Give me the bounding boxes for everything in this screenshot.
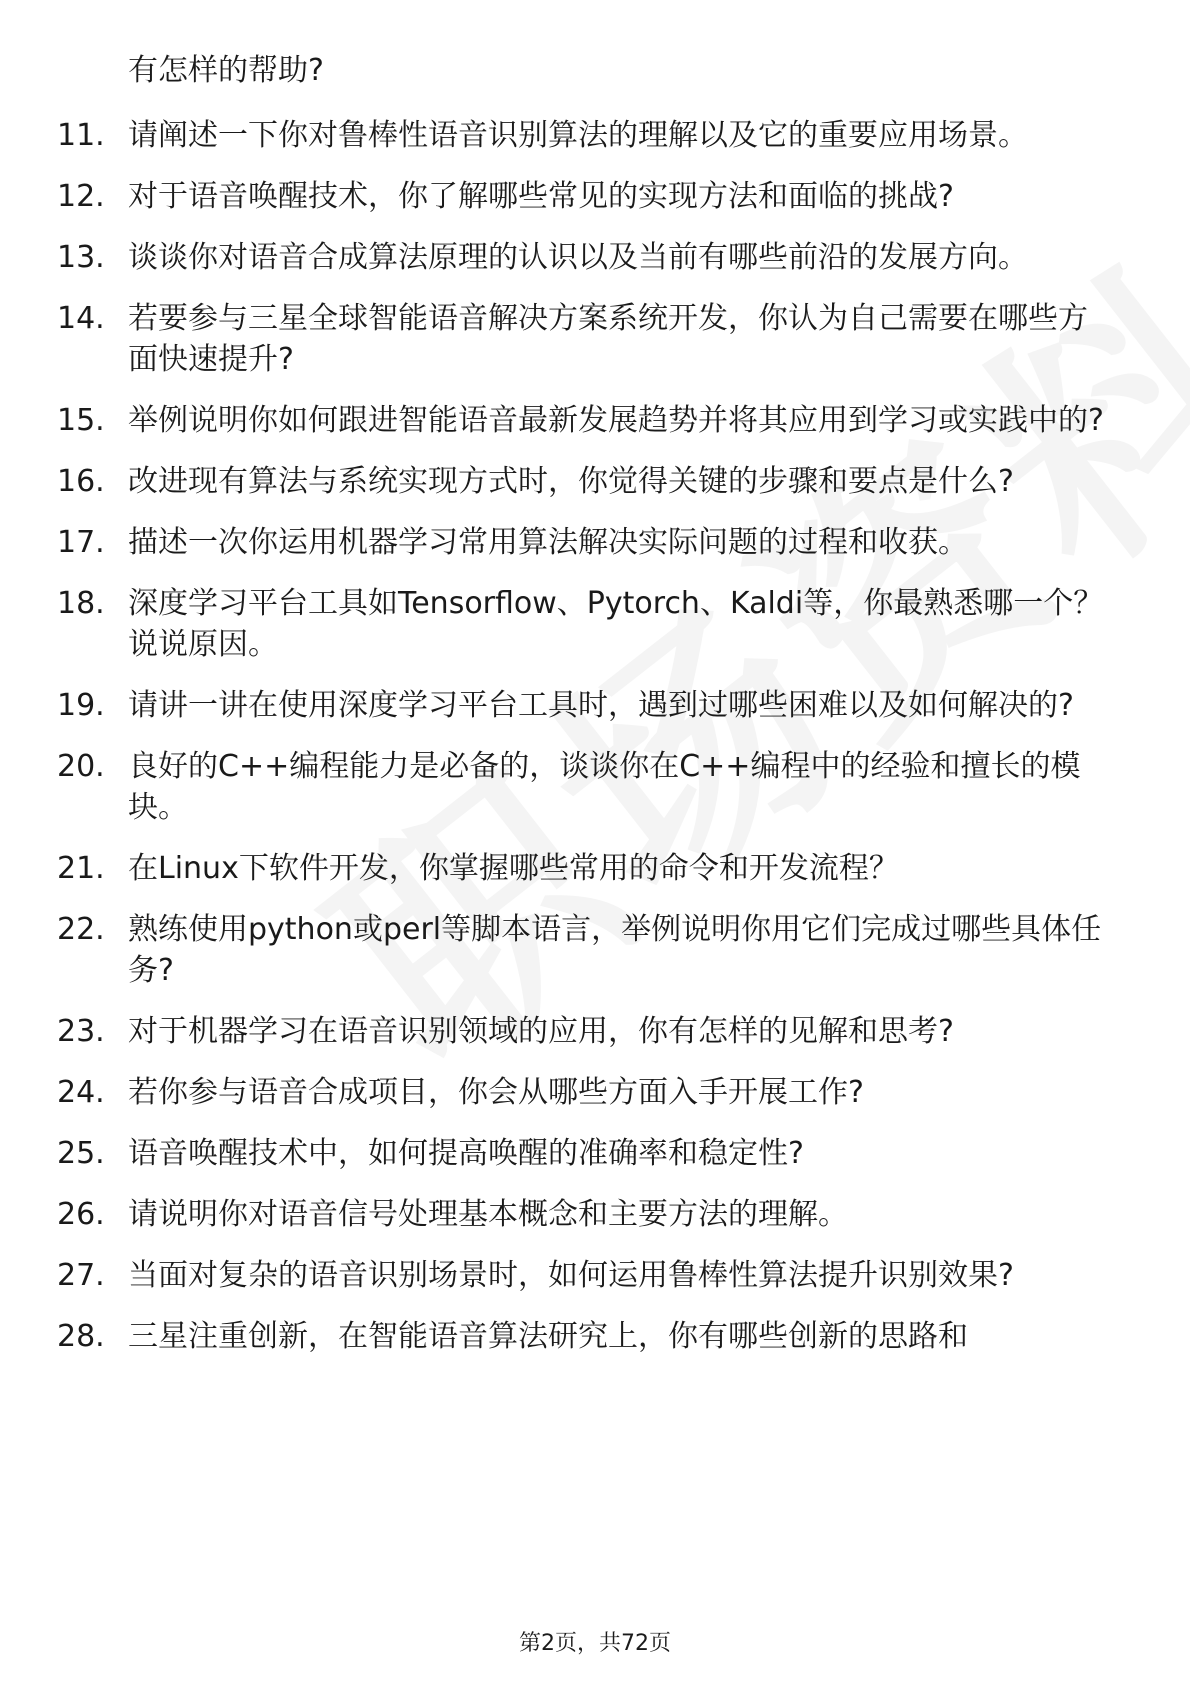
question-text: 描述一次你运用机器学习常用算法解决实际问题的过程和收获。 xyxy=(128,525,968,560)
list-item xyxy=(0,583,1190,665)
question-number: 16. xyxy=(57,464,105,499)
question-number: 25. xyxy=(57,1136,105,1171)
list-item xyxy=(0,1072,1190,1113)
list-item xyxy=(0,746,1190,828)
list-item xyxy=(0,298,1190,380)
list-item xyxy=(0,176,1190,217)
question-number: 21. xyxy=(57,851,105,886)
list-item xyxy=(0,522,1190,563)
question-number: 26. xyxy=(57,1197,105,1232)
list-item xyxy=(0,1133,1190,1174)
list-item xyxy=(0,1316,1190,1357)
question-text: 在Linux下软件开发，你掌握哪些常用的命令和开发流程？ xyxy=(128,851,899,886)
question-text: 对于语音唤醒技术，你了解哪些常见的实现方法和面临的挑战? xyxy=(128,179,954,214)
question-text: 对于机器学习在语音识别领域的应用，你有怎样的见解和思考? xyxy=(128,1014,954,1049)
list-item xyxy=(0,685,1190,726)
list-item xyxy=(0,1011,1190,1052)
question-text: 语音唤醒技术中，如何提高唤醒的准确率和稳定性? xyxy=(128,1136,804,1171)
question-text: 请阐述一下你对鲁棒性语音识别算法的理解以及它的重要应用场景。 xyxy=(128,118,1028,153)
question-number: 28. xyxy=(57,1319,105,1354)
question-text: 举例说明你如何跟进智能语音最新发展趋势并将其应用到学习或实践中的? xyxy=(128,403,1104,438)
question-number: 22. xyxy=(57,912,105,947)
question-number: 23. xyxy=(57,1014,105,1049)
question-text: 请讲一讲在使用深度学习平台工具时，遇到过哪些困难以及如何解决的? xyxy=(128,688,1074,723)
question-number: 24. xyxy=(57,1075,105,1110)
list-item xyxy=(0,1255,1190,1296)
question-number: 14. xyxy=(57,301,105,336)
question-text: 谈谈你对语音合成算法原理的认识以及当前有哪些前沿的发展方向。 xyxy=(128,240,1028,275)
question-text: 熟练使用python或perl等脚本语言，举例说明你用它们完成过哪些具体任务? xyxy=(128,912,1102,988)
question-number: 18. xyxy=(57,586,105,621)
question-number: 13. xyxy=(57,240,105,275)
list-item xyxy=(0,1194,1190,1235)
question-number: 17. xyxy=(57,525,105,560)
continued-question-text: 有怎样的帮助? xyxy=(128,53,324,88)
question-text: 若要参与三星全球智能语音解决方案系统开发，你认为自己需要在哪些方面快速提升? xyxy=(128,301,1088,377)
list-item xyxy=(0,461,1190,502)
question-number: 15. xyxy=(57,403,105,438)
question-text: 请说明你对语音信号处理基本概念和主要方法的理解。 xyxy=(128,1197,848,1232)
question-text: 深度学习平台工具如Tensorflow、Pytorch、Kaldi等，你最熟悉哪一个？说说原因。 xyxy=(128,586,1104,662)
question-number: 27. xyxy=(57,1258,105,1293)
question-number: 12. xyxy=(57,179,105,214)
page-number-footer: 第2页，共72页 xyxy=(519,1631,671,1656)
question-text: 若你参与语音合成项目，你会从哪些方面入手开展工作? xyxy=(128,1075,864,1110)
question-text: 当面对复杂的语音识别场景时，如何运用鲁棒性算法提升识别效果? xyxy=(128,1258,1014,1293)
list-item xyxy=(0,237,1190,278)
question-number: 19. xyxy=(57,688,105,723)
question-number: 20. xyxy=(57,749,105,784)
list-item xyxy=(0,848,1190,889)
list-item xyxy=(0,909,1190,991)
question-list xyxy=(0,115,1190,1377)
question-text: 良好的C++编程能力是必备的，谈谈你在C++编程中的经验和擅长的模块。 xyxy=(128,749,1081,825)
question-text: 改进现有算法与系统实现方式时，你觉得关键的步骤和要点是什么? xyxy=(128,464,1014,499)
question-text: 三星注重创新，在智能语音算法研究上，你有哪些创新的思路和 xyxy=(128,1319,968,1354)
list-item xyxy=(0,115,1190,156)
question-number: 11. xyxy=(57,118,105,153)
list-item xyxy=(0,400,1190,441)
